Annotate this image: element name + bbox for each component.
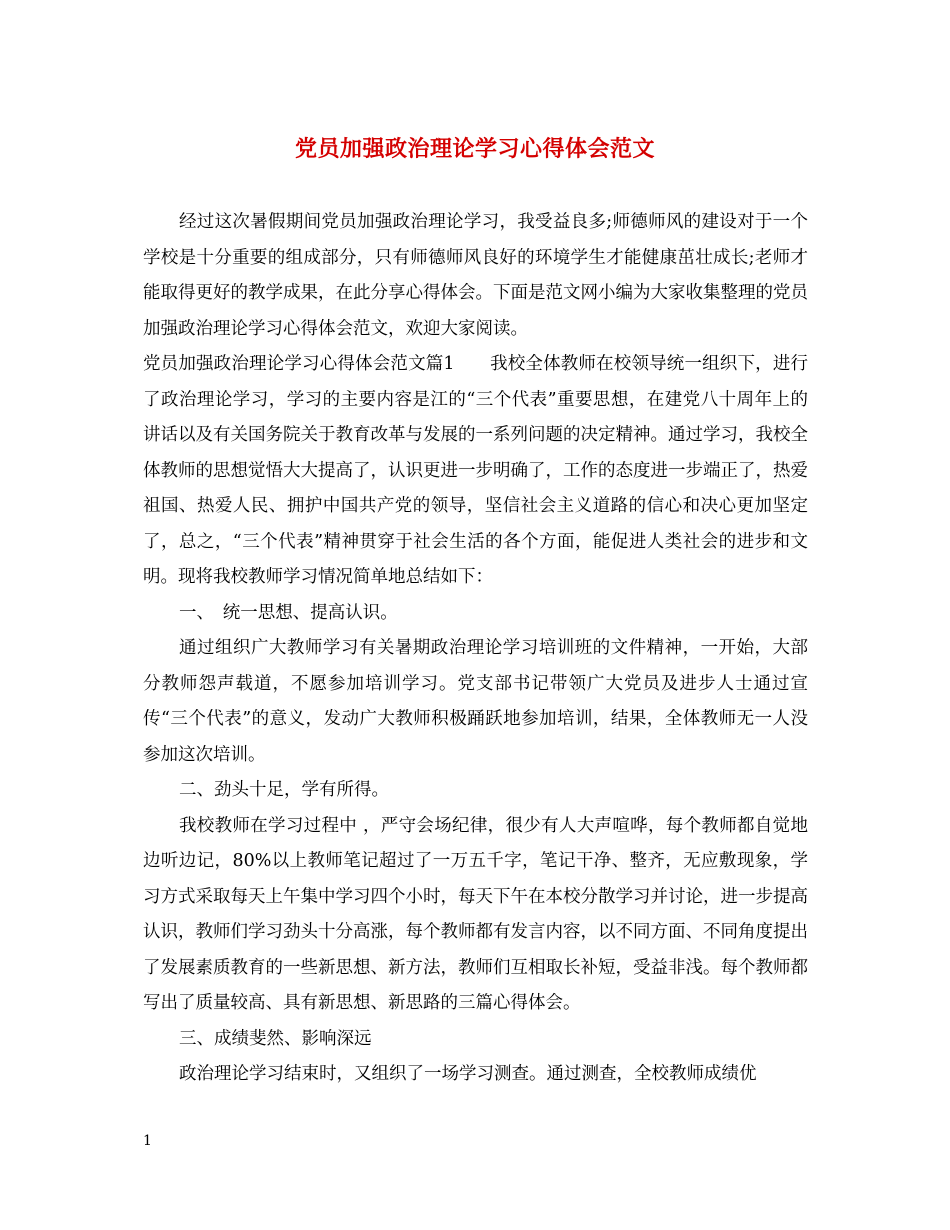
- paragraph-section-3: 政治理论学习结束时，又组织了一场学习测查。通过测查，全校教师成绩优: [179, 1064, 757, 1084]
- paragraph-section-1: 通过组织广大教师学习有关暑期政治理论学习培训班的文件精神，一开始，大部分教师怨声载道，不愿参加培训学习。党支部书记带领广大党员及进步人士通过宣传“三个代表”的意义，发动广大教师积极踊跃地参加培训，结果，全体教师无一人没参加这次培训。: [143, 638, 808, 765]
- paragraph-article-1: 党员加强政治理论学习心得体会范文篇1 我校全体教师在校领导统一组织下，进行了政治理论学习，学习的主要内容是江的“三个代表”重要思想，在建党八十周年上的讲话以及有关国务院关于教育改革与发展的一系列问题的决定精神。通过学习，我校全体教师的思想觉悟大大提高了，认识更进一步明确了，工作的态度进一步端正了，热爱祖国、热爱人民、拥护中国共产党的领导，坚信社会主义道路的信心和决心更加坚定了，总之，“三个代表”精神贯穿于社会生活的各个方面，能促进人类社会的进步和文明。现将我校教师学习情况简单地总结如下：: [143, 354, 808, 587]
- section-heading-2: 二、劲头十足，学有所得。: [179, 780, 389, 800]
- section-heading-1: 一、 统一思想、提高认识。: [179, 602, 398, 623]
- paragraph-intro: 经过这次暑假期间党员加强政治理论学习，我受益良多;师德师风的建设对于一个学校是十分重要的组成部分，只有师德师风良好的环境学生才能健康茁壮成长;老师才能取得更好的教学成果，在此分享心得体会。下面是范文网小编为大家收集整理的党员加强政治理论学习心得体会范文，欢迎大家阅读。: [143, 212, 808, 339]
- document-body: [143, 205, 808, 1093]
- section-heading-3: 三、成绩斐然、影响深远: [179, 1028, 372, 1049]
- page-number: 1: [143, 1133, 152, 1149]
- document-title: 党员加强政治理论学习心得体会范文: [294, 136, 655, 162]
- paragraph-section-2: 我校教师在学习过程中 ，严守会场纪律，很少有人大声喧哗，每个教师都自觉地边听边记，80%以上教师笔记超过了一万五千字，笔记干净、整齐，无应敷现象，学习方式采取每天上午集中学习四个小时，每天下午在本校分散学习并讨论，进一步提高认识，教师们学习劲头十分高涨，每个教师都有发言内容，以不同方面、不同角度提出了发展素质教育的一些新思想、新方法，教师们互相取长补短，受益非浅。每个教师都写出了质量较高、具有新思想、新思路的三篇心得体会。: [143, 815, 808, 1013]
